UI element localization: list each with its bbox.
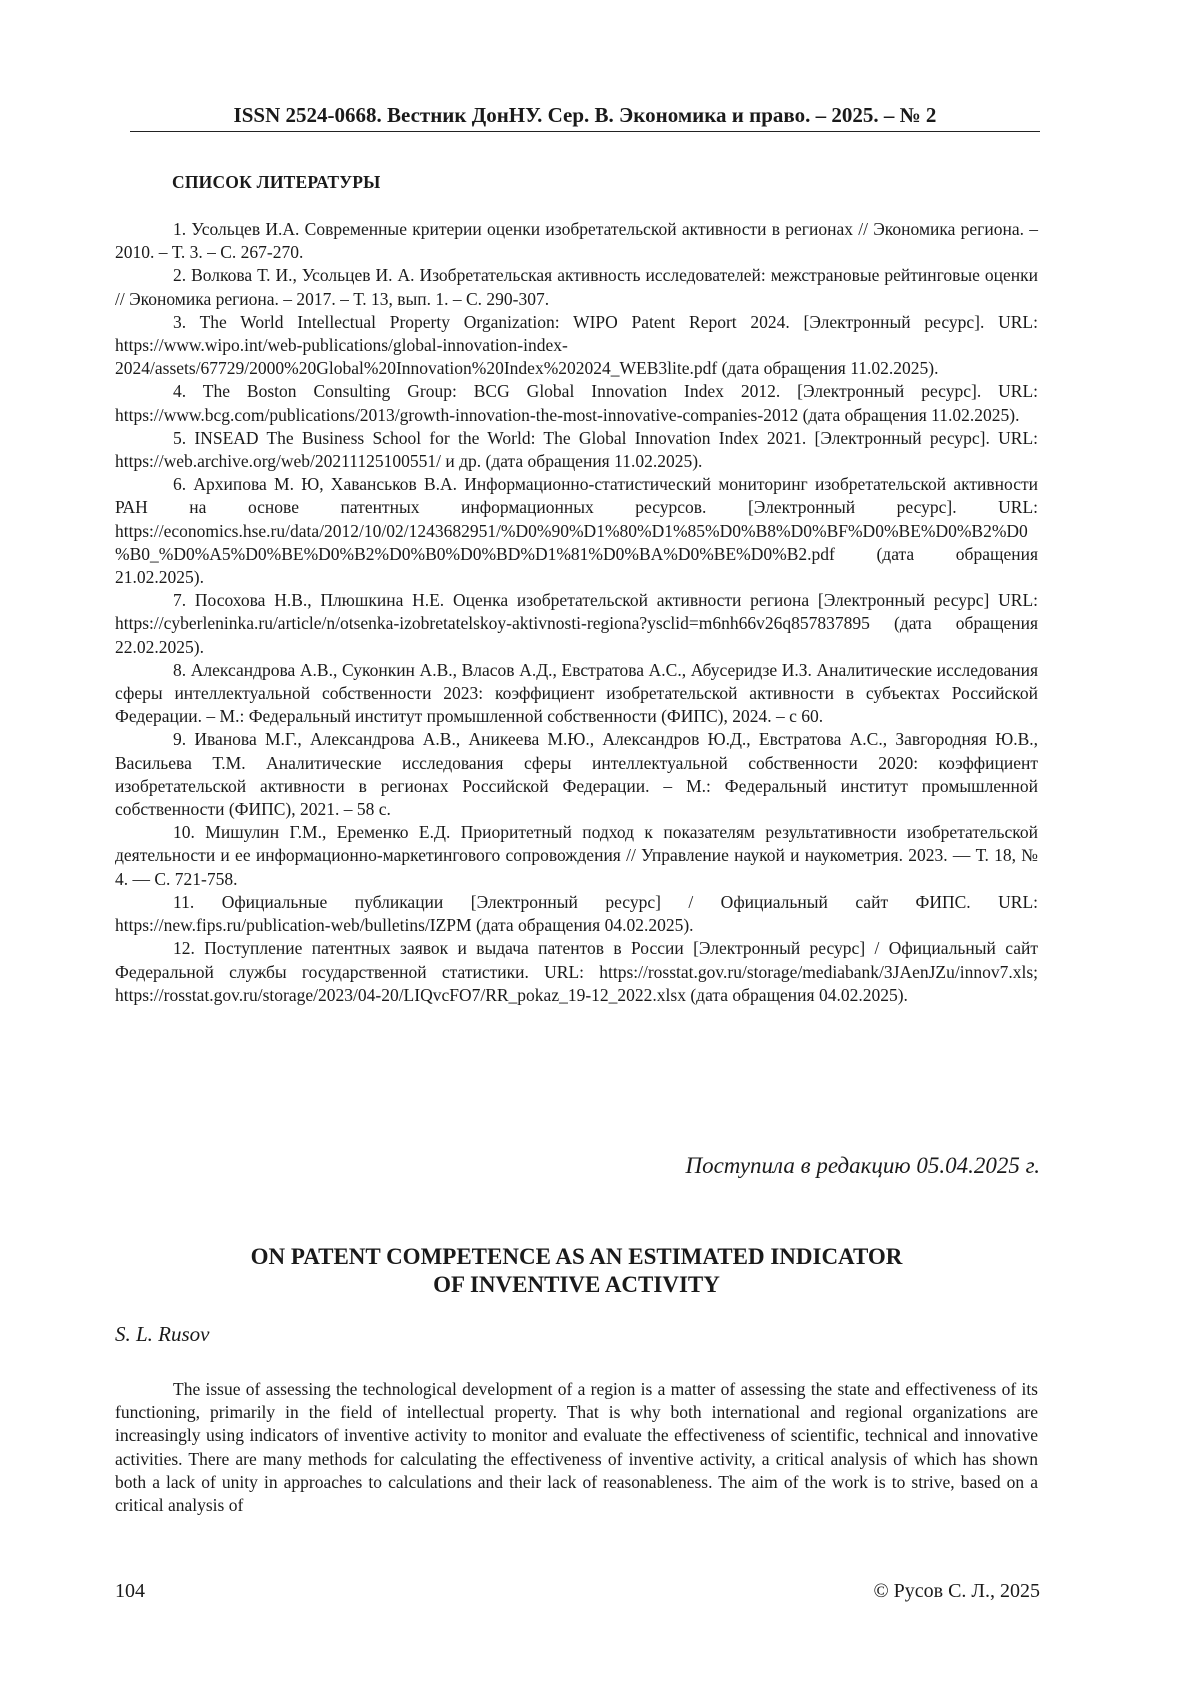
reference-item: 2. Волкова Т. И., Усольцев И. А. Изобретательская активность исследователей: межстрановые рейтинговые оценки // Экономика региона. – 2017. – Т. 13, вып. 1. – С. 290-307.	[115, 265, 1039, 309]
article-title-line: ON PATENT COMPETENCE AS AN ESTIMATED INDICATOR	[250, 1244, 903, 1269]
copyright-notice: © Русов С. Л., 2025	[873, 1580, 1040, 1602]
reference-item: 3. The World Intellectual Property Organization: WIPO Patent Report 2024. [Электронный ресурс]. URL: https://www.wipo.int/web-publications/global-innovation-index-2024/assets/67729/2000%20Global%20Innovation%20Index%202024_WEB3lite.pdf (дата обращения 11.02.2025).	[115, 311, 1038, 379]
reference-item: 12. Поступление патентных заявок и выдача патентов в России [Электронный ресурс] / Официальный сайт Федеральной службы государственной статистики. URL: https://rosstat.gov.ru/storage/mediabank/3JAenJZu/innov7.xls; https://rosstat.gov.ru/storage/2023/04-20/LIQvcFO7/RR_pokaz_19-12_2022.xlsx (дата обращения 04.02.2025).	[115, 938, 1039, 1005]
reference-item: 6. Архипова М. Ю, Хаванськов В.А. Информационно-статистический мониторинг изобретательской активности РАН на основе патентных информационных ресурсов. [Электронный ресурс]. URL: https://economics.hse.ru/data/2012/10/02/1243682951/%D0%90%D1%80%D1%85%D0%B8%D0%BF%D0%BE%D0%B2%D0%B0_%D0%A5%D0%BE%D0%B2%D0%B0%D0%BD%D1%81%D0%BA%D0%BE%D0%B2.pdf (дата обращения 21.02.2025).	[115, 474, 1039, 588]
reference-item: 11. Официальные публикации [Электронный ресурс] / Официальный сайт ФИПС. URL: https://new.fips.ru/publication-web/bulletins/IZPM (дата обращения 04.02.2025).	[115, 891, 1038, 936]
reference-item: 5. INSEAD The Business School for the World: The Global Innovation Index 2021. [Электронный ресурс]. URL: https://web.archive.org/web/20211125100551/ и др. (дата обращения 11.02.2025).	[115, 427, 1039, 472]
reference-item: 7. Посохова Н.В., Плюшкина Н.Е. Оценка изобретательской активности региона [Электронный ресурс] URL: https://cyberleninka.ru/article/n/otsenka-izobretatelskoy-aktivnosti-regiona?ysclid=m6nh66v26q857837895 (дата обращения 22.02.2025).	[115, 590, 1039, 657]
abstract-text: The issue of assessing the technological development of a region is a matter of assessing the state and effectiveness of its functioning, primarily in the field of intellectual property. That is why both international and regional organizations are increasingly using indicators of inventive activity to monitor and evaluate the effectiveness of scientific, technical and innovative activities. There are many methods for calculating the effectiveness of inventive activity, a critical analysis of which has shown both a lack of unity in approaches to calculations and their lack of reasonableness. The aim of the work is to strive, based on a critical analysis of	[115, 1379, 1038, 1516]
running-header: ISSN 2524-0668. Вестник ДонНУ. Сер. В. Экономика и право. – 2025. – № 2	[233, 103, 937, 127]
article-author: S. L. Rusov	[115, 1322, 210, 1346]
reference-item: 1. Усольцев И.А. Современные критерии оценки изобретательской активности в регионах // Экономика региона. – 2010. – Т. 3. – С. 267-270.	[115, 219, 1039, 263]
page-number: 104	[115, 1580, 145, 1602]
references-heading: СПИСОК ЛИТЕРАТУРЫ	[172, 172, 381, 192]
article-title-line: OF INVENTIVE ACTIVITY	[433, 1272, 720, 1297]
reference-item: 10. Мишулин Г.М., Еременко Е.Д. Приоритетный подход к показателям результативности изобретательской деятельности и ее информационно-маркетингового сопровождения // Управление наукой и наукометрия. 2023. — Т. 18, № 4. — С. 721-758.	[115, 822, 1038, 889]
article-title	[115, 1243, 1038, 1299]
reference-item: 8. Александрова А.В., Суконкин А.В., Власов А.Д., Евстратова А.С., Абусеридзе И.З. Аналитические исследования сферы интеллектуальной собственности 2023: коэффициент изобретательской активности в субъектах Российской Федерации. – М.: Федеральный институт промышленной собственности (ФИПС), 2024. – с 60.	[115, 659, 1039, 727]
references-list	[115, 218, 1038, 1007]
reference-item: 9. Иванова М.Г., Александрова А.В., Аникеева М.Ю., Александров Ю.Д., Евстратова А.С., Завгородняя Ю.В., Васильева Т.М. Аналитические исследования сферы интеллектуальной собственности 2020: коэффициент изобретательской активности в регионах Российской Федерации. – М.: Федеральный институт промышленной собственности (ФИПС), 2021. – 58 с.	[115, 729, 1039, 820]
reference-item: 4. The Boston Consulting Group: BCG Global Innovation Index 2012. [Электронный ресурс]. URL: https://www.bcg.com/publications/2013/growth-innovation-the-most-innovative-companies-2012 (дата обращения 11.02.2025).	[115, 381, 1038, 425]
received-date: Поступила в редакцию 05.04.2025 г.	[685, 1153, 1040, 1178]
header-divider	[130, 131, 1040, 132]
